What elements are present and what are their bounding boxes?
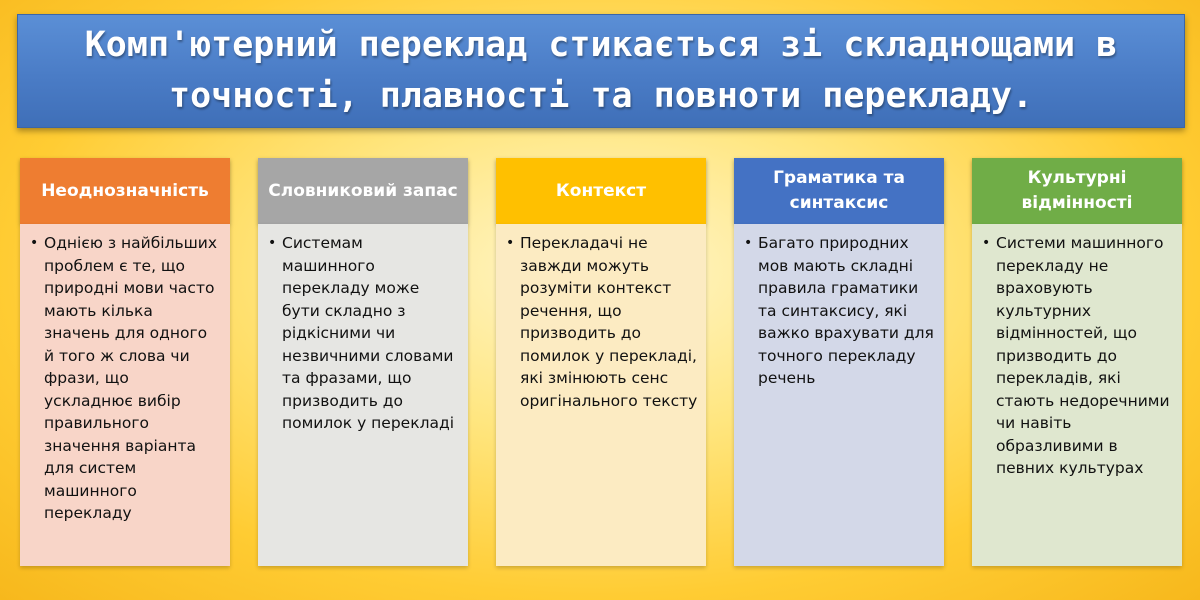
bullet-text: Системи машинного перекладу не враховують культурних відмінностей, що призводить до перекладів, які стають недоречними чи навіть образливими в певних культурах <box>996 234 1170 477</box>
column-heading: Культурні відмінності <box>972 158 1182 224</box>
bullet-icon: • <box>268 235 277 251</box>
column-cultural <box>972 158 1182 566</box>
bullet-icon: • <box>30 235 39 251</box>
column-body <box>20 224 230 566</box>
bullet-icon: • <box>506 235 515 251</box>
bullet-icon: • <box>744 235 753 251</box>
bullet-item <box>982 232 1174 480</box>
column-heading: Контекст <box>496 158 706 224</box>
bullet-item <box>744 232 936 390</box>
bullet-item <box>268 232 460 435</box>
column-body <box>972 224 1182 566</box>
column-body <box>258 224 468 566</box>
bullet-item <box>506 232 698 412</box>
bullet-text: Системам машинного перекладу може бути складно з рідкісними чи незвичними словами та фразами, що призводить до помилок у перекладі <box>282 234 454 432</box>
column-vocabulary <box>258 158 468 566</box>
column-grammar <box>734 158 944 566</box>
column-body <box>496 224 706 566</box>
bullet-text: Багато природних мов мають складні правила граматики та синтаксису, які важко врахувати для точного перекладу речень <box>758 234 934 387</box>
bullet-icon: • <box>982 235 991 251</box>
column-context <box>496 158 706 566</box>
column-ambiguity <box>20 158 230 566</box>
column-heading: Граматика та синтаксис <box>734 158 944 224</box>
title-banner <box>17 14 1185 128</box>
bullet-text: Однією з найбільших проблем є те, що природні мови часто мають кілька значень для одного й того ж слова чи фрази, що ускладнює вибір правильного значення варіанта для систем машинного перекладу <box>44 234 218 522</box>
column-body <box>734 224 944 566</box>
column-heading: Словниковий запас <box>258 158 468 224</box>
bullet-item <box>30 232 222 525</box>
bullet-text: Перекладачі не завжди можуть розуміти контекст речення, що призводить до помилок у перекладі, які змінюють сенс оригінального тексту <box>520 234 698 410</box>
column-heading: Неоднозначність <box>20 158 230 224</box>
challenge-columns <box>20 158 1190 566</box>
page-title: Комп'ютерний переклад стикається зі складнощами в точності, плавності та повноти перекладу. <box>84 25 1118 116</box>
